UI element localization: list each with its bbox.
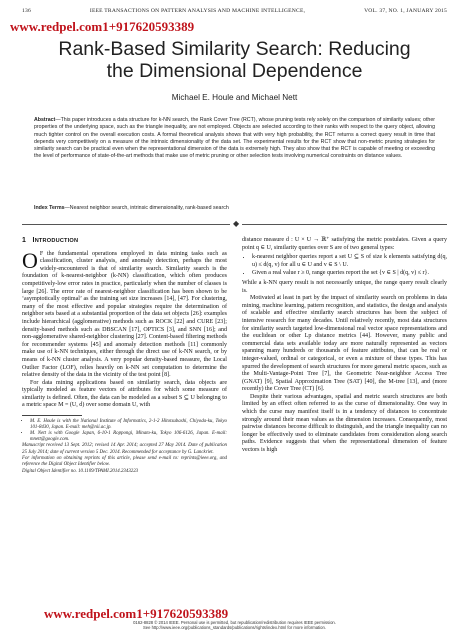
index-terms xyxy=(34,205,435,211)
section-heading xyxy=(22,237,227,246)
index-terms-text: —Nearest neighbor search, intrinsic dimensionality, rank-based search xyxy=(64,205,229,211)
section-heading-initial: I xyxy=(32,237,35,244)
abstract-label: Abstract xyxy=(34,117,56,123)
list-item: • Given a real value r ≥ 0, range queries report the set {v ∈ S | d(q, v) ≤ r}. xyxy=(252,270,447,278)
author-affiliation-2: • M. Nett is with Google Japan, 6-10-1 Roppongi, Minato-ku, Tokyo 106-6126, Japan. E-mail: mnett@google.com. xyxy=(30,431,227,443)
query-types-list xyxy=(242,254,447,278)
right-paragraph-2: Motivated at least in part by the impact of similarity search on problems in data mining, machine learning, pattern recognition, and statistics, the design and analysis of scalable and effective similarity search structures has been the subject of intensive research for many decades. Until relatively recently, most data structures for similarity search targeted low-dimensional real vector space representations and the euclidean or other Lp distance metrics [44]. However, many public and commercial data sets available today are more naturally represented as vectors spanning many hundreds or thousands of feature attributes, that can be real or integer-valued, ordinal or categorical, or even a mixture of these types. This has spurred the development of search structures for more general metric spaces, such as the Multi-Vantage-Point Tree [7], the Geometric Near-neighbor Access Tree (GNAT) [9], Spatial Approximation Tree (SAT) [40], the M-tree [13], and (more recently) the Cover Tree (CT) [6]. xyxy=(242,295,448,393)
paper-title xyxy=(30,38,439,82)
right-column xyxy=(242,237,447,455)
footnote-rule xyxy=(22,415,82,416)
section-number: 1 xyxy=(22,237,27,244)
left-column xyxy=(22,237,227,475)
right-paragraph-3: Despite their various advantages, spatial and metric search structures are both limited by an effect often referred to as the curse of dimensionality. One way in which the curse may manifest itself is in a tendency of distances to concentrate strongly around their mean values as the dimension increases. Consequently, most pairwise distances become difficult to distinguish, and the triangle inequality can no longer be effectively used to eliminate candidates from consideration along search paths. Evidence suggests that when the representational dimension of feature vectors is high xyxy=(242,393,447,454)
list-item: • k-nearest neighbor queries report a set U ⊆ S of size k elements satisfying d(q, u) ≤ d(q, v) for all u ∈ U and v ∈ S \ U. xyxy=(252,254,447,269)
running-head xyxy=(22,8,447,14)
intro-paragraph-1 xyxy=(22,247,227,380)
watermark-top: www.redpel.com1+917620593389 xyxy=(10,19,195,34)
title-line-2: the Dimensional Dependence xyxy=(106,60,363,82)
doi: Digital Object Identifier no. 10.1109/TPAMI.2014.2343223 xyxy=(22,468,139,474)
footnote xyxy=(22,419,227,475)
authors: Michael E. Houle and Michael Nett xyxy=(171,93,298,102)
right-paragraph-1: While a k-NN query result is not necessarily unique, the range query result clearly is. xyxy=(242,279,447,294)
intro-paragraph-2: For data mining applications based on similarity search, data objects are typically modeled as feature vectors of attributes for which some measure of similarity is defined. Often, the data can be modeled as a subset S ⊆ U belonging to a metric space M = (U, d) over some domain U, with xyxy=(22,379,227,409)
abstract xyxy=(34,117,435,161)
copyright-line-2: See http://www.ieee.org/publications_standards/publications/rights/index.html for more information. xyxy=(143,625,326,631)
copyright-line-1: 0162-8828 © 2014 IEEE. Personal use is permitted, but republication/redistribution requires IEEE permission. xyxy=(133,620,336,625)
author-affiliation-1: • M. E. Houle is with the National Institute of Informatics, 2-1-2 Hitotsubashi, Chiyoda-ku, Tokyo 101-8430, Japan. E-mail: meh@nii.ac.jp. xyxy=(30,419,227,431)
volume-issue-date: VOL. 37, NO. 1, JANUARY 2015 xyxy=(364,8,447,14)
journal-name: IEEE TRANSACTIONS ON PATTERN ANALYSIS AND MACHINE INTELLIGENCE, xyxy=(89,8,306,14)
manuscript-history: Manuscript received 13 Sept. 2012; revised 14 Apr. 2014; accepted 27 May 2014. Date of publication 25 July 2014; date of current version 5 Dec. 2014. Recommended for acceptance by G. Lanckriet. xyxy=(22,443,227,455)
watermark-bottom: www.redpel.com1+917620593389 xyxy=(44,606,229,621)
intro-paragraph-1-text: F the fundamental operations employed in data mining tasks such as classification, cluster analysis, and anomaly detection, perhaps the most widely-encountered is that of similarity search. Similarity search is the foundation of k-nearest-neighbor (k-NN) classification, which often produces competitively-low error rates in practice, particularly when the number of classes is large [26]. The error rate of nearest-neighbor classification has been shown to be ‘asymptotically optimal’ as the training set size increases [14], [47]. For clustering, many of the most effective and popular strategies require the determination of neighbor sets based at a substantial proportion of the data set objects [26]: examples include hierarchical (agglomerative) methods such as ROCK [22] and CURE [23]; density-based methods such as DBSCAN [17], OPTICS [3], and SNN [16]; and non-agglomerative shared-neighbor clustering [27]. Content-based filtering methods for recommender systems [45] and anomaly detection methods [11] commonly make use of k-NN techniques, either through the direct use of k-NN search, or by means of k-NN cluster analysis. A very popular density-based measure, the Local Outlier Factor (LOF), relies heavily on k-NN set computation to determine the relative density of the data in the vicinity of the test point [8]. xyxy=(22,250,227,379)
drop-cap: O xyxy=(22,247,38,273)
right-paragraph-0: distance measure d : U × U → ℝ⁺ satisfying the metric postulates. Given a query point q ∈ U, similarity queries over S are of two general types: xyxy=(242,237,447,251)
section-heading-rest: NTRODUCTION xyxy=(34,238,79,244)
title-line-1: Rank-Based Similarity Search: Reducing xyxy=(58,38,411,60)
index-terms-label: Index Terms xyxy=(34,205,65,211)
page-number: 136 xyxy=(22,8,31,14)
reprints-info: For information on obtaining reprints of this article, please send e-mail to: reprints@ieee.org, and reference the Digital Object Identifier below. xyxy=(22,456,227,468)
divider-diamond-icon: ◆ xyxy=(230,220,242,228)
abstract-text: —This paper introduces a data structure for k-NN search, the Rank Cover Tree (RCT), whose pruning tests rely solely on the comparison of similarity values; other properties of the underlying space, such as the triangle inequality, are not employed. Objects are selected according to their ranks with respect to the query object, allowing much tighter control on the overall execution costs. A formal theoretical analysis shows that with very high probability, the RCT returns a correct query result in time that depends very competitively on a measure of the intrinsic dimensionality of the data set. The experimental results for the RCT show that non-metric pruning strategies for similarity search can be practical even when the representational dimension of the data is extremely high. They also show that the RCT is capable of meeting or exceeding the level of performance of state-of-the-art methods that make use of metric pruning or other selection tests involving numerical constraints on distance values. xyxy=(34,117,435,160)
